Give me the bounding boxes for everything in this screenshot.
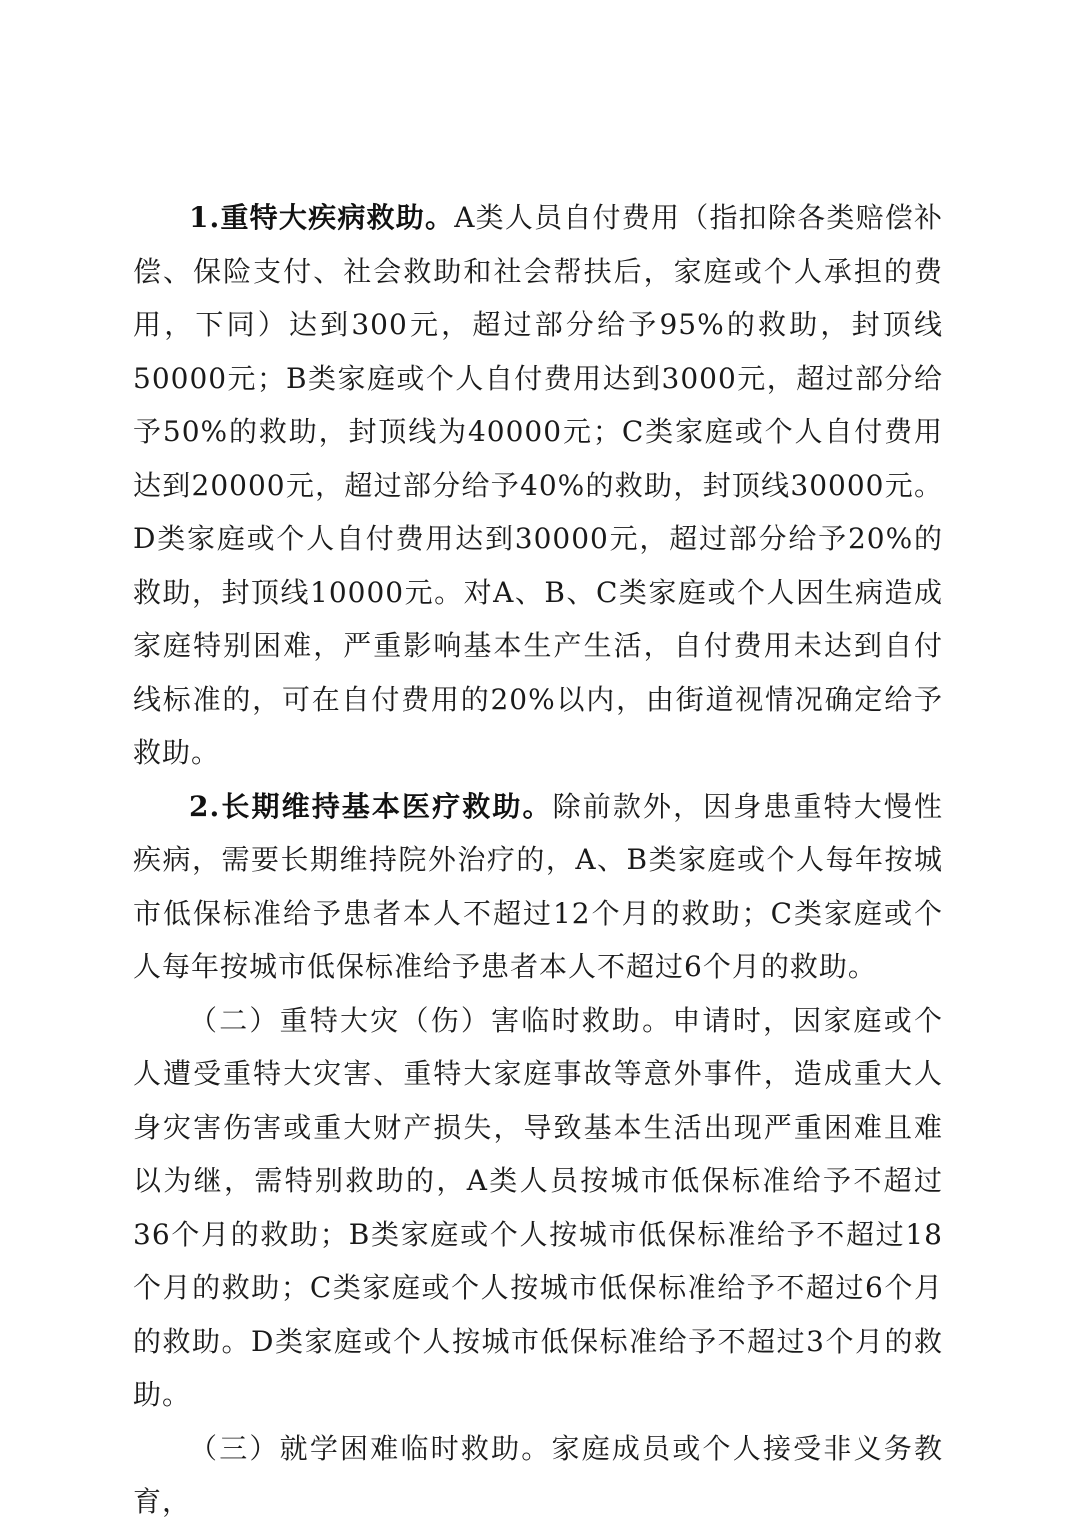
paragraph-heading: （三）就学困难临时救助。 [189,1431,552,1465]
paragraph-disaster-aid [133,994,943,1422]
paragraph-text: 除前款外，因身患重特大慢性疾病，需要长期维持院外治疗的，A、B类家庭或个人每年按城市低保标准给予患者本人不超过12个月的救助；C类家庭或个人每年按城市低保标准给予患者本人不超过6个月的救助。 [133,789,943,983]
paragraph-schooling-aid [133,1422,943,1529]
document-body [133,191,943,1529]
paragraph-text: 申请时，因家庭或个人遭受重特大灾害、重特大家庭事故等意外事件，造成重大人身灾害伤害或重大财产损失，导致基本生活出现严重困难且难以为继，需特别救助的，A类人员按城市低保标准给予不超过36个月的救助；B类家庭或个人按城市低保标准给予不超过18个月的救助；C类家庭或个人按城市低保标准给予不超过6个月的救助。D类家庭或个人按城市低保标准给予不超过3个月的救助。 [133,1003,943,1411]
paragraph-text: 家庭成员或个人接受非义务教育， [133,1431,943,1518]
paragraph-heading: （二）重特大灾（伤）害临时救助。 [189,1003,673,1037]
paragraph-major-illness-aid [133,191,943,780]
paragraph-text: A类人员自付费用（指扣除各类赔偿补偿、保险支付、社会救助和社会帮扶后，家庭或个人承担的费用，下同）达到300元，超过部分给予95%的救助，封顶线50000元；B类家庭或个人自付费用达到3000元，超过部分给予50%的救助，封顶线为40000元；C类家庭或个人自付费用达到20000元，超过部分给予40%的救助，封顶线30000元。D类家庭或个人自付费用达到30000元，超过部分给予20%的救助，封顶线10000元。对A、B、C类家庭或个人因生病造成家庭特别困难，严重影响基本生产生活，自付费用未达到自付线标准的，可在自付费用的20%以内，由街道视情况确定给予救助。 [133,201,943,769]
paragraph-heading: 2.长期维持基本医疗救助。 [189,789,553,823]
paragraph-long-term-medical-aid [133,780,943,994]
paragraph-heading: 1.重特大疾病救助。 [189,201,455,234]
